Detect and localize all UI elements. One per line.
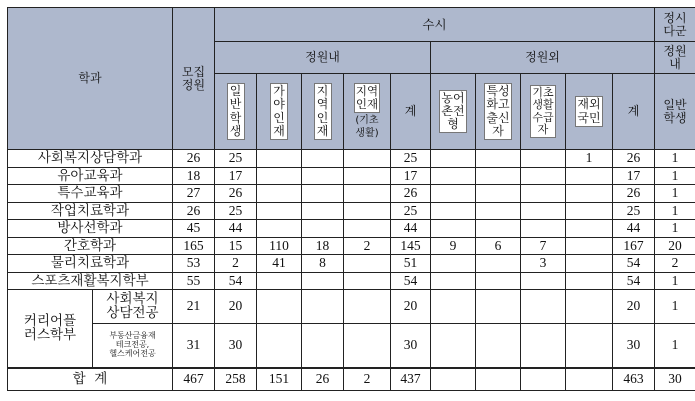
- quota-cell: 110: [257, 237, 302, 255]
- quota-cell: [521, 290, 566, 324]
- quota-cell: 8: [302, 255, 344, 273]
- career-plus-group: 커리어플 러스학부: [8, 290, 93, 368]
- quota-cell: [431, 255, 476, 273]
- total-cell: 151: [257, 368, 302, 391]
- header-col-basic: 기초 생활 수급 자: [521, 74, 566, 150]
- quota-cell: [476, 272, 521, 290]
- quota-cell: [521, 272, 566, 290]
- table-row: [8, 272, 695, 290]
- total-cell: 2: [344, 368, 391, 391]
- quota-cell: 1: [655, 323, 695, 367]
- dept-name: 스포츠재활복지학부: [8, 272, 173, 290]
- table-row: [8, 167, 695, 185]
- quota-cell: 54: [613, 255, 655, 273]
- quota-cell: [257, 185, 302, 203]
- quota-cell: 30: [391, 323, 431, 367]
- total-cell: 26: [302, 368, 344, 391]
- header-dept: 학과: [8, 8, 173, 150]
- quota-cell: [302, 167, 344, 185]
- quota-cell: [521, 202, 566, 220]
- table-row: [8, 185, 695, 203]
- header-outside-quota: 정원외: [431, 42, 655, 74]
- quota-cell: 17: [215, 167, 257, 185]
- table-row: [8, 237, 695, 255]
- quota-cell: [431, 220, 476, 238]
- total-cell: [566, 368, 613, 391]
- quota-cell: 18: [173, 167, 215, 185]
- dept-name: 간호학과: [8, 237, 173, 255]
- quota-cell: [431, 167, 476, 185]
- quota-cell: 1: [566, 150, 613, 168]
- header-col-special: 특성 화고 출신 자: [476, 74, 521, 150]
- quota-cell: 9: [431, 237, 476, 255]
- header-col-gaya: 가 야 인 재: [257, 74, 302, 150]
- quota-cell: [344, 185, 391, 203]
- quota-cell: [302, 185, 344, 203]
- quota-cell: [476, 185, 521, 203]
- quota-cell: 6: [476, 237, 521, 255]
- quota-cell: 27: [173, 185, 215, 203]
- quota-cell: [521, 185, 566, 203]
- quota-cell: [476, 290, 521, 324]
- quota-cell: [566, 290, 613, 324]
- quota-cell: 26: [173, 202, 215, 220]
- quota-cell: 21: [173, 290, 215, 324]
- header-col-general: 일 반 학 생: [215, 74, 257, 150]
- quota-cell: 145: [391, 237, 431, 255]
- quota-cell: [521, 167, 566, 185]
- quota-cell: [302, 150, 344, 168]
- header-col-region: 지 역 인 재: [302, 74, 344, 150]
- quota-cell: 2: [344, 237, 391, 255]
- quota-cell: [344, 323, 391, 367]
- quota-cell: 20: [215, 290, 257, 324]
- quota-cell: 25: [215, 150, 257, 168]
- quota-cell: [476, 150, 521, 168]
- quota-cell: 167: [613, 237, 655, 255]
- quota-cell: 17: [613, 167, 655, 185]
- quota-cell: [521, 150, 566, 168]
- quota-cell: 7: [521, 237, 566, 255]
- quota-cell: 1: [655, 290, 695, 324]
- quota-cell: [521, 323, 566, 367]
- header-susi: 수시: [215, 8, 655, 42]
- quota-cell: 44: [215, 220, 257, 238]
- quota-cell: 1: [655, 220, 695, 238]
- quota-cell: 20: [655, 237, 695, 255]
- quota-cell: 26: [173, 150, 215, 168]
- table-row: [8, 255, 695, 273]
- total-cell: 258: [215, 368, 257, 391]
- quota-cell: 1: [655, 202, 695, 220]
- quota-cell: [566, 167, 613, 185]
- admission-quota-table: [7, 7, 695, 391]
- quota-cell: 53: [173, 255, 215, 273]
- quota-cell: [302, 202, 344, 220]
- quota-cell: [257, 150, 302, 168]
- header-jungsi-within: 정원 내: [655, 42, 695, 74]
- quota-cell: [566, 255, 613, 273]
- quota-cell: 45: [173, 220, 215, 238]
- quota-cell: [257, 167, 302, 185]
- total-cell: 467: [173, 368, 215, 391]
- quota-cell: [257, 202, 302, 220]
- dept-name: 방사선학과: [8, 220, 173, 238]
- header-col-sum-within: 계: [391, 74, 431, 150]
- quota-cell: [344, 202, 391, 220]
- table-row: [8, 202, 695, 220]
- quota-cell: 31: [173, 323, 215, 367]
- quota-cell: 3: [521, 255, 566, 273]
- quota-cell: [431, 150, 476, 168]
- quota-cell: 51: [391, 255, 431, 273]
- quota-cell: [302, 323, 344, 367]
- quota-cell: [431, 272, 476, 290]
- quota-cell: 26: [613, 185, 655, 203]
- dept-name: 사회복지상담학과: [8, 150, 173, 168]
- quota-cell: 1: [655, 167, 695, 185]
- quota-cell: [566, 323, 613, 367]
- quota-cell: [344, 272, 391, 290]
- quota-cell: [566, 202, 613, 220]
- quota-cell: 26: [215, 185, 257, 203]
- total-cell: [521, 368, 566, 391]
- quota-cell: [431, 290, 476, 324]
- quota-cell: [257, 272, 302, 290]
- quota-cell: [344, 290, 391, 324]
- quota-cell: [257, 220, 302, 238]
- quota-cell: [566, 237, 613, 255]
- quota-cell: 41: [257, 255, 302, 273]
- quota-cell: 26: [391, 185, 431, 203]
- quota-cell: [302, 220, 344, 238]
- quota-cell: [431, 185, 476, 203]
- quota-cell: 44: [391, 220, 431, 238]
- quota-cell: [344, 167, 391, 185]
- header-col-sum-outside: 계: [613, 74, 655, 150]
- table-row: [8, 323, 695, 367]
- dept-name: 유아교육과: [8, 167, 173, 185]
- table-row: [8, 220, 695, 238]
- quota-cell: [521, 220, 566, 238]
- header-jungsi: 정시 다군: [655, 8, 695, 42]
- admission-table-container: [7, 7, 685, 391]
- quota-cell: [344, 255, 391, 273]
- dept-name: 특수교육과: [8, 185, 173, 203]
- quota-cell: 2: [215, 255, 257, 273]
- quota-cell: 18: [302, 237, 344, 255]
- table-row: [8, 150, 695, 168]
- header-col-foreign: 재외 국민: [566, 74, 613, 150]
- quota-cell: 26: [613, 150, 655, 168]
- quota-cell: [476, 202, 521, 220]
- quota-cell: 55: [173, 272, 215, 290]
- quota-cell: 44: [613, 220, 655, 238]
- quota-cell: 20: [613, 290, 655, 324]
- quota-cell: [302, 290, 344, 324]
- quota-cell: 54: [391, 272, 431, 290]
- header-col-region-basic: 지역 인재 (기초 생활): [344, 74, 391, 150]
- quota-cell: [566, 272, 613, 290]
- quota-cell: [431, 202, 476, 220]
- dept-name: 작업치료학과: [8, 202, 173, 220]
- quota-cell: 30: [613, 323, 655, 367]
- header-recruit-quota: 모집 정원: [173, 8, 215, 150]
- header-col-jungsi-general: 일반 학생: [655, 74, 695, 150]
- quota-cell: 1: [655, 272, 695, 290]
- quota-cell: [344, 150, 391, 168]
- quota-cell: 2: [655, 255, 695, 273]
- quota-cell: [476, 255, 521, 273]
- quota-cell: [344, 220, 391, 238]
- quota-cell: [476, 220, 521, 238]
- header-within-quota: 정원내: [215, 42, 431, 74]
- quota-cell: [257, 323, 302, 367]
- dept-name: 물리치료학과: [8, 255, 173, 273]
- quota-cell: 1: [655, 185, 695, 203]
- quota-cell: [566, 185, 613, 203]
- total-cell: 437: [391, 368, 431, 391]
- quota-cell: [431, 323, 476, 367]
- total-cell: 30: [655, 368, 695, 391]
- quota-cell: [476, 167, 521, 185]
- quota-cell: 165: [173, 237, 215, 255]
- quota-cell: 25: [391, 202, 431, 220]
- quota-cell: [257, 290, 302, 324]
- quota-cell: [476, 323, 521, 367]
- quota-cell: 20: [391, 290, 431, 324]
- quota-cell: 54: [613, 272, 655, 290]
- table-row: [8, 290, 695, 324]
- total-row: [8, 368, 695, 391]
- header-col-farm: 농어 촌전 형: [431, 74, 476, 150]
- total-cell: [476, 368, 521, 391]
- major-name: 사회복지 상담전공: [93, 290, 173, 324]
- quota-cell: 54: [215, 272, 257, 290]
- major-name: 부동산금융재 테크전공, 헬스케어전공: [93, 323, 173, 367]
- total-cell: [431, 368, 476, 391]
- quota-cell: 30: [215, 323, 257, 367]
- quota-cell: 17: [391, 167, 431, 185]
- quota-cell: 15: [215, 237, 257, 255]
- quota-cell: 1: [655, 150, 695, 168]
- quota-cell: 25: [391, 150, 431, 168]
- total-cell: 463: [613, 368, 655, 391]
- quota-cell: 25: [613, 202, 655, 220]
- total-label: 합 계: [8, 368, 173, 391]
- quota-cell: 25: [215, 202, 257, 220]
- quota-cell: [302, 272, 344, 290]
- quota-cell: [566, 220, 613, 238]
